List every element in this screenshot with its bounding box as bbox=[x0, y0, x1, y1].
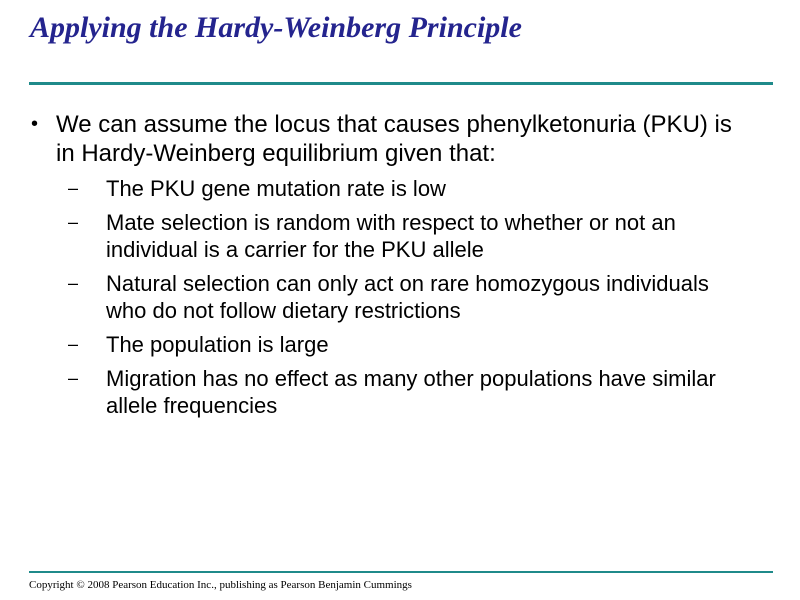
sub-bullet-item bbox=[0, 175, 726, 202]
sub-bullet-item bbox=[0, 365, 726, 419]
main-bullet bbox=[0, 110, 756, 168]
slide-body bbox=[0, 110, 800, 426]
sub-bullet-text: The PKU gene mutation rate is low bbox=[106, 176, 446, 201]
sub-bullet-text: Migration has no effect as many other populations have similar allele frequencies bbox=[106, 366, 716, 418]
sub-bullet-text: Mate selection is random with respect to whether or not an individual is a carrier for the PKU allele bbox=[106, 210, 676, 262]
sub-bullet-marker: – bbox=[68, 273, 79, 293]
footer-divider bbox=[29, 571, 773, 573]
sub-bullet-text: Natural selection can only act on rare homozygous individuals who do not follow dietary restrictions bbox=[106, 271, 709, 323]
title-divider bbox=[29, 82, 773, 85]
copyright-footer: Copyright © 2008 Pearson Education Inc., publishing as Pearson Benjamin Cummings bbox=[29, 579, 412, 591]
slide-title: Applying the Hardy-Weinberg Principle bbox=[30, 11, 522, 44]
sub-bullet-marker: – bbox=[68, 368, 79, 388]
sub-bullet-marker: – bbox=[68, 178, 79, 198]
sub-bullet-marker: – bbox=[68, 212, 79, 232]
sub-bullet-list bbox=[0, 175, 800, 419]
sub-bullet-item bbox=[0, 331, 726, 358]
bullet-marker: • bbox=[31, 113, 39, 135]
sub-bullet-item bbox=[0, 270, 726, 324]
main-bullet-text: We can assume the locus that causes phenylketonuria (PKU) is in Hardy-Weinberg equilibrium given that: bbox=[56, 111, 732, 167]
sub-bullet-marker: – bbox=[68, 334, 79, 354]
sub-bullet-text: The population is large bbox=[106, 332, 329, 357]
sub-bullet-item bbox=[0, 209, 726, 263]
